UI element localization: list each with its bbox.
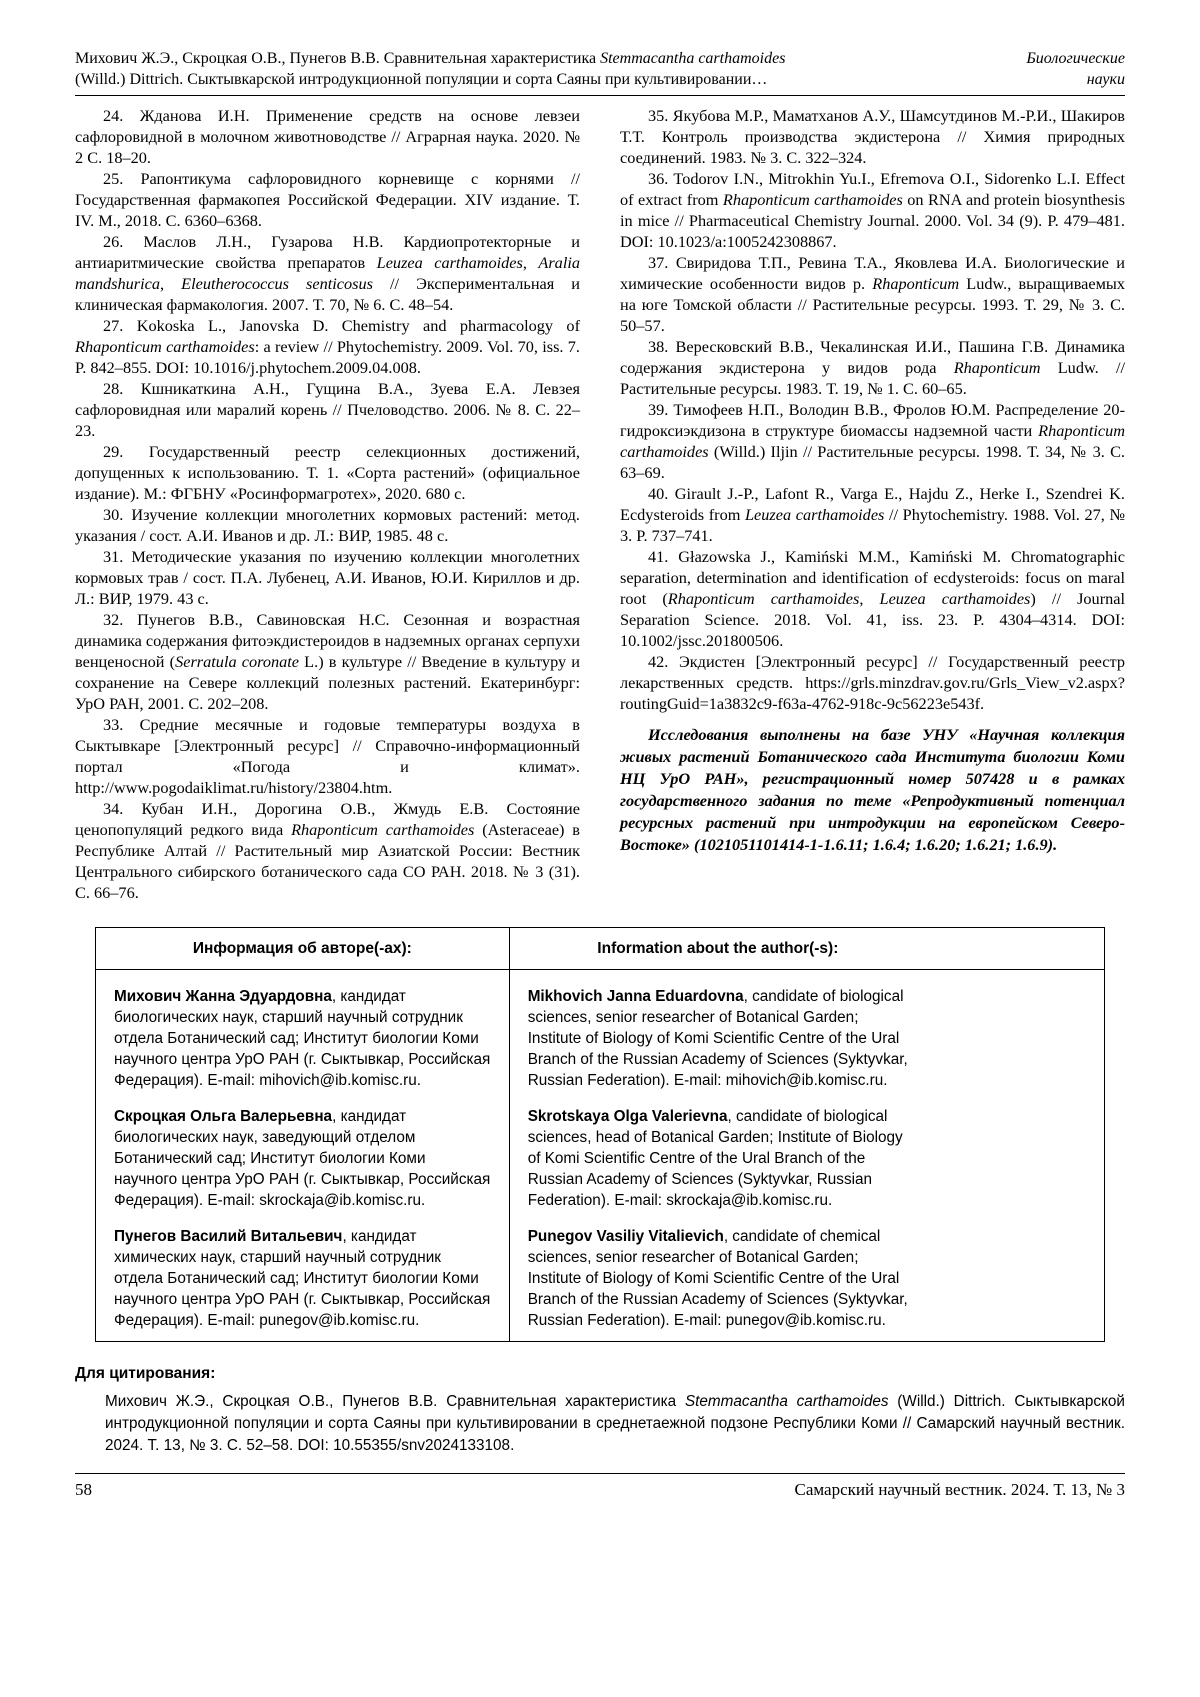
citation-text xyxy=(105,1391,1125,1457)
text-segment: 24. Жданова И.Н. Применение средств на основе левзеи сафлоровидной в молочном животноводстве // Аграрная наука. 2020. № 2 С. 18–20. xyxy=(75,106,580,167)
references-list-left xyxy=(75,105,580,903)
text-segment: Ludw., выращиваемых на юге Томской области // Растительные ресурсы. 1993. Т. 29, № 3. С. 50–57. xyxy=(620,274,1125,335)
reference-item xyxy=(620,105,1125,168)
reference-item xyxy=(75,105,580,168)
italic-text-segment: Stemmacantha carthamoides xyxy=(684,1393,889,1410)
page-footer xyxy=(75,1474,1125,1501)
text-segment: 32. Пунегов В.В., Савиновская Н.С. Сезонная и возрастная динамика содержания фитоэкдистероидов в надземных органах серпухи венценосной ( xyxy=(75,610,580,671)
italic-text-segment: Rhaponticum xyxy=(953,358,1041,377)
reference-item xyxy=(75,441,580,504)
text-segment: (Asteraceae) в Республике Алтай // Растительный мир Азиатской России: Вестник Центрального сибирского ботанического сада СО РАН. 2018. № 3 (31). С. 66–76. xyxy=(75,820,580,902)
text-segment: : a review // Phytochemistry. 2009. Vol. 70, iss. 7. P. 842–855. DOI: 10.1016/j.phytochem.2009.04.008. xyxy=(75,337,580,377)
author-info-ru-2: , кандидат биологических наук, заведующий отделом Ботанический сад; Институт биологии Коми научного центра УрО РАН (г. Сыктывкар, Российская Федерация). E-mail: skrockaja@ib.komisc.ru. xyxy=(114,1108,491,1209)
authors-table xyxy=(95,927,1105,1342)
author-info-en-2: , candidate of biological sciences, head of Botanical Garden; Institute of Biology of Komi Scientific Centre of the Ural Branch of the Russian Academy of Sciences (Syktyvkar, Russian Federation). E-mail: skrockaja@ib.komisc.ru. xyxy=(527,1108,903,1209)
text-segment: 38. Вересковский В.В., Чекалинская И.И., Пашина Г.В. Динамика содержания экдистерона у видов рода xyxy=(620,337,1125,377)
italic-text-segment: Rhaponticum carthamoides xyxy=(722,190,903,209)
text-segment: 29. Государственный реестр селекционных достижений, допущенных к использованию. Т. 1. «Сорта растений» (официальное издание). М.: ФГБНУ «Росинформагротех», 2020. 680 с. xyxy=(75,442,580,503)
text-segment: ) // Journal Separation Science. 2018. Vol. 41, iss. 23. P. 4304–4314. DOI: 10.1002/jssc.201800506. xyxy=(620,589,1126,650)
text-segment: 27. Kokoska L., Janovska D. Chemistry and pharmacology of xyxy=(103,316,580,335)
author-block-en-2 xyxy=(528,1106,909,1211)
reference-item xyxy=(620,651,1125,714)
authors-table-head xyxy=(96,928,1105,970)
text-segment: Михович Ж.Э., Скроцкая О.В., Пунегов В.В. Сравнительная характеристика xyxy=(105,1393,685,1410)
reference-item xyxy=(75,315,580,378)
text-segment: 30. Изучение коллекции многолетних кормовых растений: метод. указания / сост. А.И. Иванов и др. Л.: ВИР, 1985. 48 с. xyxy=(75,505,580,545)
text-segment: 40. Girault J.-P., Lafont R., Varga E., Hajdu Z., Herke I., Szendrei K. Ecdysteroids from xyxy=(620,484,1125,524)
text-segment: (Willd.) Iljin // Растительные ресурсы. 1998. Т. 34, № 3. С. 63–69. xyxy=(620,442,1125,482)
text-segment: 39. Тимофеев Н.П., Володин В.В., Фролов Ю.М. Распределение 20-гидроксиэкдизона в структуре биомассы надземной части xyxy=(620,400,1125,440)
author-info-ru-1: , кандидат биологических наук, старший научный сотрудник отдела Ботанический сад; Институт биологии Коми научного центра УрО РАН (г. Сыктывкар, Российская Федерация). E-mail: mihovich@ib.komisc.ru. xyxy=(114,988,491,1089)
text-segment: 34. Кубан И.Н., Дорогина О.В., Жмудь Е.В. Состояние ценопопуляций редкого вида xyxy=(75,799,580,839)
authors-table-header-ru: Информация об авторе(-ах): xyxy=(96,928,510,970)
italic-text-segment: Aralia mandshurica xyxy=(75,253,581,293)
running-title-line1 xyxy=(75,48,785,69)
section-rubric-line2: науки xyxy=(1086,71,1125,88)
text-segment: 28. Кшникаткина А.Н., Гущина В.А., Зуева Е.А. Левзея сафлоровидная или маралий корень // Пчеловодство. 2006. № 8. С. 22–23. xyxy=(75,379,580,440)
header-rule xyxy=(75,95,1125,96)
reference-item xyxy=(620,546,1125,651)
italic-text-segment: Eleutherococcus senticosus xyxy=(181,274,373,293)
running-title-line2 xyxy=(75,69,785,90)
author-block-en-1 xyxy=(528,986,909,1091)
reference-item xyxy=(75,546,580,609)
text-segment: L.) в культуре // Введение в культуру и сохранение на Севере коллекций полезных растений. Екатеринбург: УрО РАН, 2001. С. 202–208. xyxy=(75,652,580,713)
italic-text-segment: Rhaponticum carthamoides xyxy=(667,589,860,608)
reference-item xyxy=(75,168,580,231)
italic-text-segment: Leuzea carthamoides xyxy=(879,589,1031,608)
reference-item xyxy=(75,798,580,903)
reference-item xyxy=(75,714,580,798)
references-right-column xyxy=(620,105,1125,903)
text-segment: , xyxy=(160,274,182,293)
author-block-ru-1 xyxy=(114,986,491,1091)
text-segment: 35. Якубова М.Р., Маматханов А.У., Шамсутдинов М.-Р.И., Шакиров Т.Т. Контроль производства экдистерона // Химия природных соединений. 1983. № 3. С. 322–324. xyxy=(620,106,1125,167)
reference-item xyxy=(620,336,1125,399)
authors-cell-ru xyxy=(96,970,510,1342)
reference-item xyxy=(75,609,580,714)
author-name-en-1: Mikhovich Janna Eduardovna xyxy=(527,988,744,1005)
author-info-en-3: , candidate of chemical sciences, senior researcher of Botanical Garden; Institute of Biology of Komi Scientific Centre of the Ural Branch of the Russian Academy of Sciences (Syktyvkar, Russian Federation). E-mail: punegov@ib.komisc.ru. xyxy=(527,1228,908,1329)
citation-label: Для цитирования: xyxy=(75,1365,216,1382)
reference-item xyxy=(620,483,1125,546)
author-info-ru-3: , кандидат химических наук, старший научный сотрудник отдела Ботанический сад; Институт биологии Коми научного центра УрО РАН (г. Сыктывкар, Российская Федерация). E-mail: punegov@ib.komisc.ru. xyxy=(114,1228,491,1329)
running-title xyxy=(75,48,785,90)
text-segment: 36. Todorov I.N., Mitrokhin Yu.I., Efremova O.I., Sidorenko L.I. Effect of extract from xyxy=(620,169,1125,209)
section-rubric-line1: Биологические xyxy=(1026,50,1125,67)
italic-text-segment: Leuzea carthamoides xyxy=(376,253,523,272)
italic-text-segment: Stemmacantha carthamoides xyxy=(600,50,786,67)
text-segment: , xyxy=(522,253,539,272)
page-header xyxy=(75,48,1125,90)
text-segment: , xyxy=(859,589,880,608)
text-segment: (Willd.) Dittrich. Сыктывкарской интродукционной популяции и сорта Саяны при культивировании… xyxy=(75,71,768,88)
reference-item xyxy=(620,399,1125,483)
authors-table-body xyxy=(96,970,1105,1342)
text-segment: (Willd.) Dittrich. Сыктывкарской интродукционной популяции и сорта Саяны при культивировании в среднетаежной подзоне Республики Коми // Самарский научный вестник. 2024. Т. 13, № 3. С. 52–58. DOI: 10.55355/snv2024133108. xyxy=(105,1393,1125,1454)
author-info-en-1: , candidate of biological sciences, senior researcher of Botanical Garden; Institute of Biology of Komi Scientific Centre of the Ural Branch of the Russian Academy of Sciences (Syktyvkar, Russian Federation). E-mail: mihovich@ib.komisc.ru. xyxy=(527,988,908,1089)
author-block-en-3 xyxy=(528,1226,909,1331)
references-list-right xyxy=(620,105,1125,714)
text-segment: on RNA and protein biosynthesis in mice // Pharmaceutical Chemistry Journal. 2000. Vol. 34 (9). P. 479–481. DOI: 10.1023/a:1005242308867. xyxy=(620,190,1125,251)
italic-text-segment: Serratula coronate xyxy=(175,652,300,671)
author-name-ru-1: Михович Жанна Эдуардовна xyxy=(114,988,332,1005)
text-segment: 33. Средние месячные и годовые температуры воздуха в Сыктывкаре [Электронный ресурс] // Справочно-информационный портал «Погода и климат». http://www.pogodaiklimat.ru/history/23804.htm. xyxy=(75,715,580,797)
reference-item xyxy=(620,252,1125,336)
text-segment: 31. Методические указания по изучению коллекции многолетних кормовых трав / сост. П.А. Лубенец, А.И. Иванов, Ю.И. Кириллов и др. Л.: ВИР, 1979. 43 с. xyxy=(75,547,580,608)
text-segment: 42. Экдистен [Электронный ресурс] // Государственный реестр лекарственных средств. https://grls.minzdrav.gov.ru/Grls_View_v2.aspx?routingGuid=1a3832c9-f63a-4762-918c-9c56223e543f. xyxy=(620,652,1125,713)
italic-text-segment: Исследования выполнены на базе УНУ «Научная коллекция живых растений Ботанического сада Института биологии Коми НЦ УрО РАН», регистрационный номер 507428 и в рамках государственного задания по теме «Репродуктивный потенциал ресурсных растений при интродукции на европейском Северо-Востоке» (1021051101414-1-1.6.11; 1.6.4; 1.6.20; 1.6.21; 1.6.9). xyxy=(620,725,1125,854)
text-segment: Михович Ж.Э., Скроцкая О.В., Пунегов В.В. Сравнительная характеристика xyxy=(75,50,601,67)
journal-footer: Самарский научный вестник. 2024. Т. 13, № 3 xyxy=(794,1480,1125,1499)
text-segment: 37. Свиридова Т.П., Ревина Т.А., Яковлева И.А. Биологические и химические особенности видов р. xyxy=(620,253,1125,293)
text-segment: // Phytochemistry. 1988. Vol. 27, № 3. P. 737–741. xyxy=(620,505,1126,545)
references-columns xyxy=(75,105,1125,903)
italic-text-segment: Rhaponticum carthamoides xyxy=(620,421,1125,461)
italic-text-segment: Rhaponticum carthamoides xyxy=(75,337,255,356)
italic-text-segment: Leuzea carthamoides xyxy=(745,505,885,524)
author-name-ru-3: Пунегов Василий Витальевич xyxy=(114,1228,343,1245)
text-segment: Ludw. // Растительные ресурсы. 1983. Т. 19, № 1. С. 60–65. xyxy=(620,358,1125,398)
section-rubric xyxy=(1002,48,1125,90)
authors-cell-en xyxy=(509,970,1104,1342)
author-name-ru-2: Скроцкая Ольга Валерьевна xyxy=(114,1108,333,1125)
text-segment: 25. Рапонтикума сафлоровидного корневище с корнями // Государственная фармакопея Российской Федерации. XIV издание. Т. IV. М., 2018. С. 6360–6368. xyxy=(75,169,580,230)
author-block-ru-2 xyxy=(114,1106,491,1211)
author-block-ru-3 xyxy=(114,1226,491,1331)
citation-block xyxy=(75,1364,1125,1457)
text-segment: 41. Głazowska J., Kamiński M.M., Kamiński M. Chromatographic separation, determination and identification of ecdysteroids: focus on maral root ( xyxy=(620,547,1125,608)
reference-item xyxy=(75,378,580,441)
reference-item xyxy=(75,504,580,546)
reference-item xyxy=(75,231,580,315)
reference-item xyxy=(620,168,1125,252)
text-segment: // Экспериментальная и клиническая фармакология. 2007. Т. 70, № 6. С. 48–54. xyxy=(75,274,580,314)
page-number: 58 xyxy=(75,1480,92,1499)
authors-table-header-en: Information about the author(-s): xyxy=(509,928,1104,970)
italic-text-segment: Rhaponticum carthamoides xyxy=(291,820,475,839)
author-name-en-2: Skrotskaya Olga Valerievna xyxy=(527,1108,728,1125)
author-name-en-3: Punegov Vasiliy Vitalievich xyxy=(527,1228,724,1245)
italic-text-segment: Rhaponticum xyxy=(872,274,960,293)
references-left-column xyxy=(75,105,580,903)
funding-note xyxy=(620,724,1125,856)
text-segment: 26. Маслов Л.Н., Гузарова Н.В. Кардиопротекторные и антиаритмические свойства препаратов xyxy=(75,232,580,272)
